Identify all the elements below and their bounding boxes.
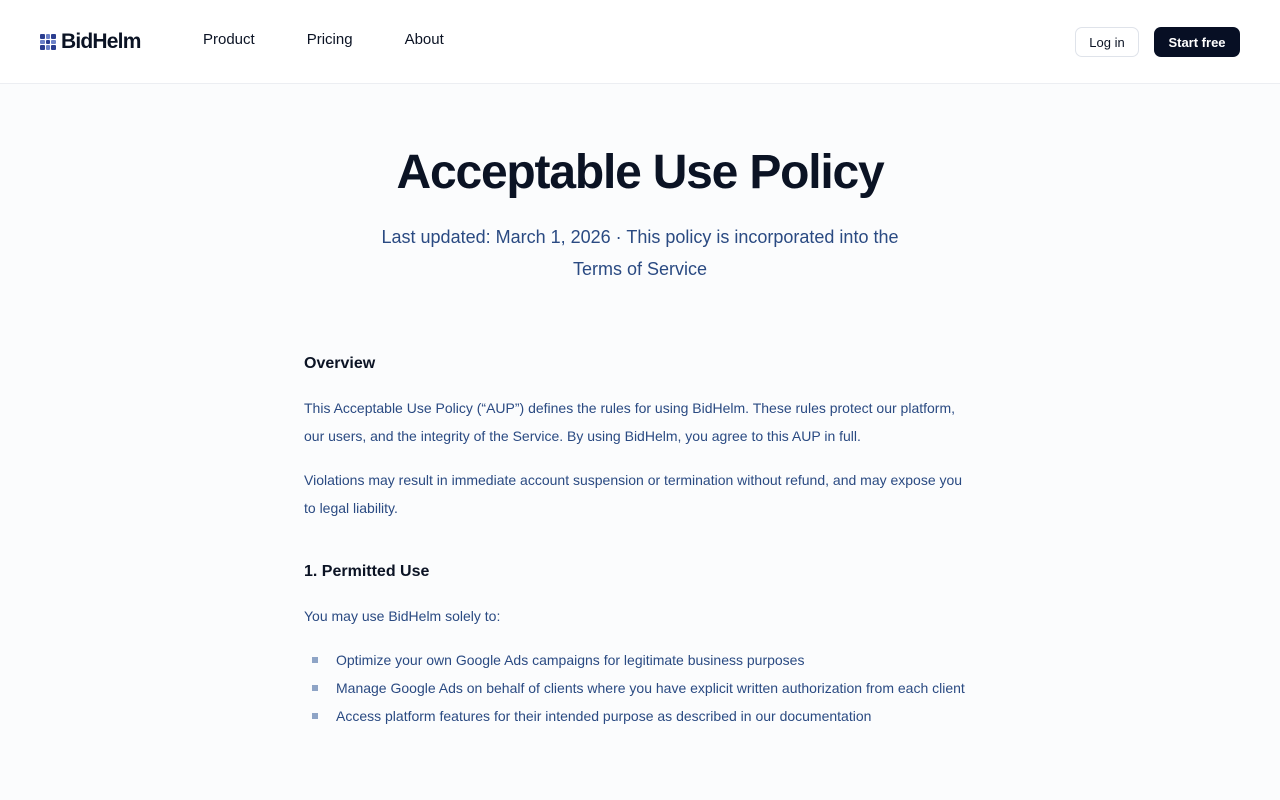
overview-paragraph-2: Violations may result in immediate account suspension or termination without refund, and may expose you to legal liability.	[304, 472, 963, 516]
brand-logo[interactable]	[40, 28, 141, 56]
logo-cell	[51, 34, 56, 39]
logo-cell	[51, 45, 56, 50]
nav-link-product[interactable]: Product	[203, 31, 255, 48]
page-title: Acceptable Use Policy	[396, 146, 884, 199]
logo-cell	[40, 34, 45, 39]
nav-link-pricing[interactable]: Pricing	[306, 31, 353, 48]
page-subtitle: Last updated: March 1, 2026 · This policy is incorporated into the Terms of Service	[381, 227, 899, 279]
list-item-text: Manage Google Ads on behalf of clients where you have explicit written authorization from each client	[336, 680, 965, 696]
login-button[interactable]: Log in	[1075, 27, 1139, 57]
logo-cell	[46, 40, 51, 45]
bullet-square-icon	[312, 657, 318, 663]
overview-paragraph-1: This Acceptable Use Policy (“AUP”) defines the rules for using BidHelm. These rules protect our platform, our users, and the integrity of the Service. By using BidHelm, you agree to this AUP in full.	[304, 400, 956, 444]
section-heading-overview: Overview	[304, 355, 376, 372]
permitted-use-intro: You may use BidHelm solely to:	[304, 608, 501, 624]
bullet-square-icon	[312, 685, 318, 691]
logo-grid-icon	[40, 34, 56, 50]
list-item	[304, 674, 976, 702]
bullet-square-icon	[312, 713, 318, 719]
list-item-text: Optimize your own Google Ads campaigns for legitimate business purposes	[336, 652, 805, 668]
list-item-text: Access platform features for their intended purpose as described in our documentation	[336, 708, 872, 724]
start-free-button[interactable]: Start free	[1154, 27, 1240, 57]
logo-cell	[46, 45, 51, 50]
policy-content	[304, 348, 976, 730]
logo-cell	[40, 45, 45, 50]
permitted-use-list	[304, 646, 976, 730]
logo-cell	[51, 40, 56, 45]
list-item	[304, 646, 976, 674]
overview-section	[304, 348, 976, 522]
primary-nav	[203, 31, 496, 48]
permitted-use-section	[304, 556, 976, 730]
nav-link-about[interactable]: About	[404, 31, 444, 48]
logo-cell	[40, 40, 45, 45]
logo-cell	[46, 34, 51, 39]
brand-name: BidHelm	[61, 30, 141, 53]
section-heading-permitted-use: 1. Permitted Use	[304, 563, 430, 580]
list-item	[304, 702, 976, 730]
top-navigation	[0, 0, 1280, 84]
